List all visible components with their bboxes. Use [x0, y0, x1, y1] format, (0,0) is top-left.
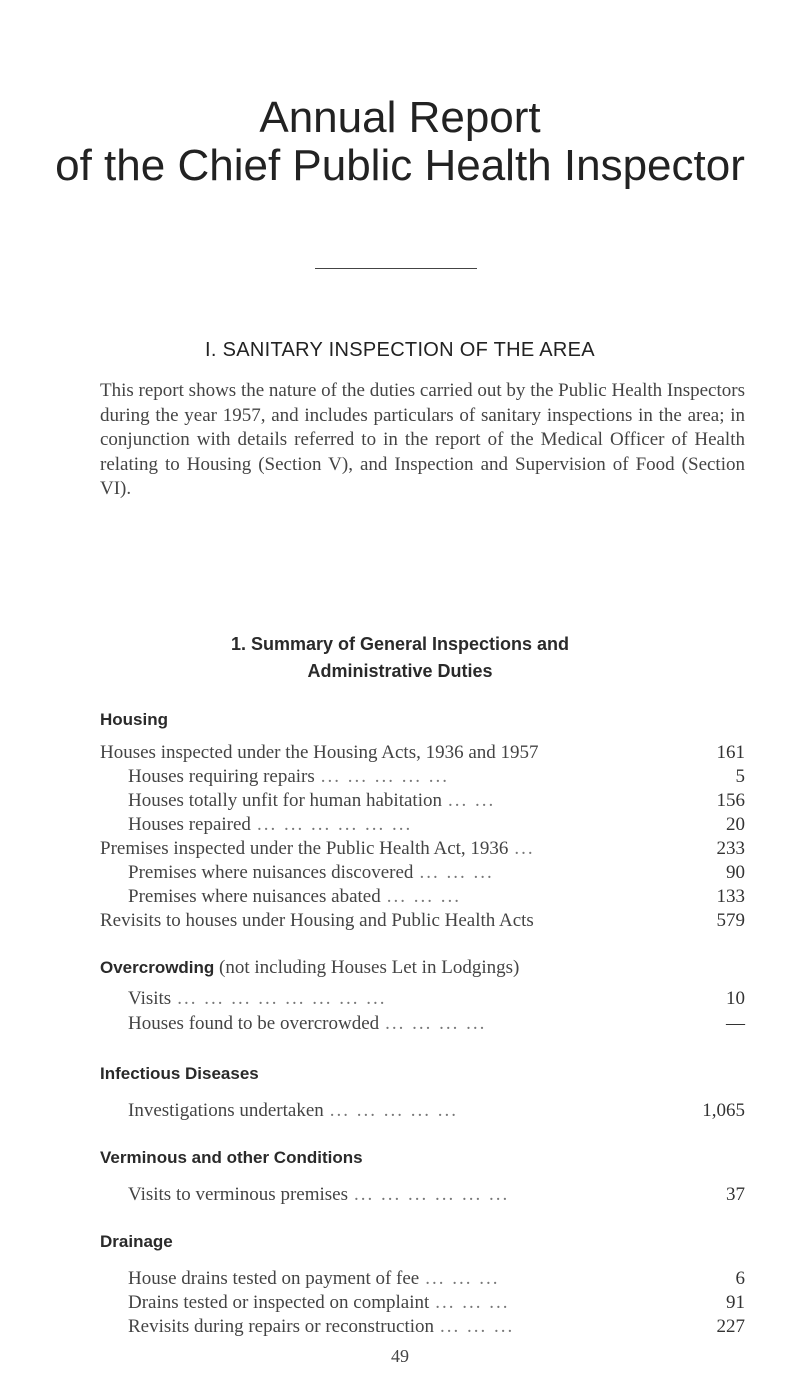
row-value: 161	[716, 742, 745, 763]
row-leader: ... ... ... ... ... ...	[353, 1184, 510, 1205]
row-label: Houses totally unfit for human habitation	[128, 790, 442, 811]
row-label: Drains tested or inspected on complaint	[128, 1292, 430, 1313]
row-label: House drains tested on payment of fee	[128, 1268, 420, 1289]
row-value: 5	[735, 766, 745, 787]
summary-heading-line-2: Administrative Duties	[307, 661, 493, 681]
row-value: 6	[735, 1268, 745, 1289]
row-label: Premises where nuisances discovered	[128, 862, 414, 883]
row-leader: ... ... ... ... ... ...	[256, 814, 413, 835]
drainage-heading: Drainage	[100, 1232, 173, 1251]
row-value: 37	[726, 1184, 745, 1205]
section-heading: I. SANITARY INSPECTION OF THE AREA	[205, 339, 595, 361]
overcrowding-heading-note: (not including Houses Let in Lodgings)	[219, 957, 520, 978]
row-value: 133	[716, 886, 745, 907]
table-row	[100, 838, 745, 862]
table-row	[128, 766, 745, 790]
row-leader: ... ... ...	[435, 1292, 510, 1313]
table-row	[128, 988, 745, 1012]
row-leader: ... ... ...	[419, 862, 494, 883]
row-value: 233	[716, 838, 745, 859]
row-leader: ... ... ... ... ...	[329, 1100, 459, 1121]
row-leader: ... ...	[447, 790, 496, 811]
table-row	[100, 910, 745, 934]
row-leader: ... ... ... ...	[385, 1013, 487, 1034]
row-label: Houses found to be overcrowded	[128, 1013, 380, 1034]
table-row	[128, 814, 745, 838]
row-value: 91	[726, 1292, 745, 1313]
row-value: 227	[716, 1316, 745, 1337]
row-value: 10	[726, 988, 745, 1009]
row-value: 90	[726, 862, 745, 883]
row-value: 20	[726, 814, 745, 835]
row-leader: ... ... ... ... ... ... ... ...	[177, 988, 387, 1009]
row-label: Visits to verminous premises	[128, 1184, 348, 1205]
title-divider	[315, 268, 477, 269]
row-label: Revisits during repairs or reconstruction	[128, 1316, 435, 1337]
table-row	[128, 862, 745, 886]
row-value: 579	[716, 910, 745, 931]
report-title-line-2: of the Chief Public Health Inspector	[55, 141, 745, 190]
row-value: 156	[716, 790, 745, 811]
table-row	[128, 1292, 745, 1316]
table-row	[100, 742, 745, 766]
row-leader: ... ... ...	[386, 886, 461, 907]
summary-heading-line-1: 1. Summary of General Inspections and	[230, 634, 570, 654]
table-row	[128, 886, 745, 910]
intro-paragraph: This report shows the nature of the duties carried out by the Public Health Inspectors during the year 1957, and includes particulars of sanitary inspections in the area; in conjunction with details referred to in the report of the Medical Officer of Health relating to Housing (Section V), and Inspection and Supervision of Food (Section VI).	[100, 380, 745, 499]
table-row	[128, 790, 745, 814]
housing-heading: Housing	[100, 710, 168, 729]
verminous-heading: Verminous and other Conditions	[100, 1148, 363, 1167]
table-row	[128, 1268, 745, 1292]
page-number: 49	[391, 1346, 409, 1366]
row-leader: ... ... ...	[440, 1316, 515, 1337]
overcrowding-heading	[100, 957, 519, 979]
row-label: Premises where nuisances abated	[128, 886, 381, 907]
row-label: Houses repaired	[128, 814, 251, 835]
row-leader: ... ... ...	[425, 1268, 500, 1289]
infectious-heading: Infectious Diseases	[100, 1064, 259, 1083]
row-label: Houses requiring repairs	[128, 766, 315, 787]
row-label: Revisits to houses under Housing and Public Health Acts	[100, 910, 534, 931]
row-label: Premises inspected under the Public Health Act, 1936	[100, 838, 509, 859]
row-leader: ... ... ... ... ...	[320, 766, 450, 787]
table-row	[128, 1316, 745, 1340]
row-label: Visits	[128, 988, 172, 1009]
row-label: Investigations undertaken	[128, 1100, 324, 1121]
row-label: Houses inspected under the Housing Acts, 1936 and 1957	[100, 742, 539, 763]
row-value: —	[726, 1013, 745, 1034]
table-row	[128, 1184, 745, 1208]
report-title-line-1: Annual Report	[259, 93, 541, 142]
table-row	[128, 1100, 745, 1124]
table-row	[128, 1013, 745, 1037]
row-value: 1,065	[702, 1100, 745, 1121]
row-leader: ...	[514, 838, 535, 859]
overcrowding-heading-text: Overcrowding	[100, 958, 215, 977]
